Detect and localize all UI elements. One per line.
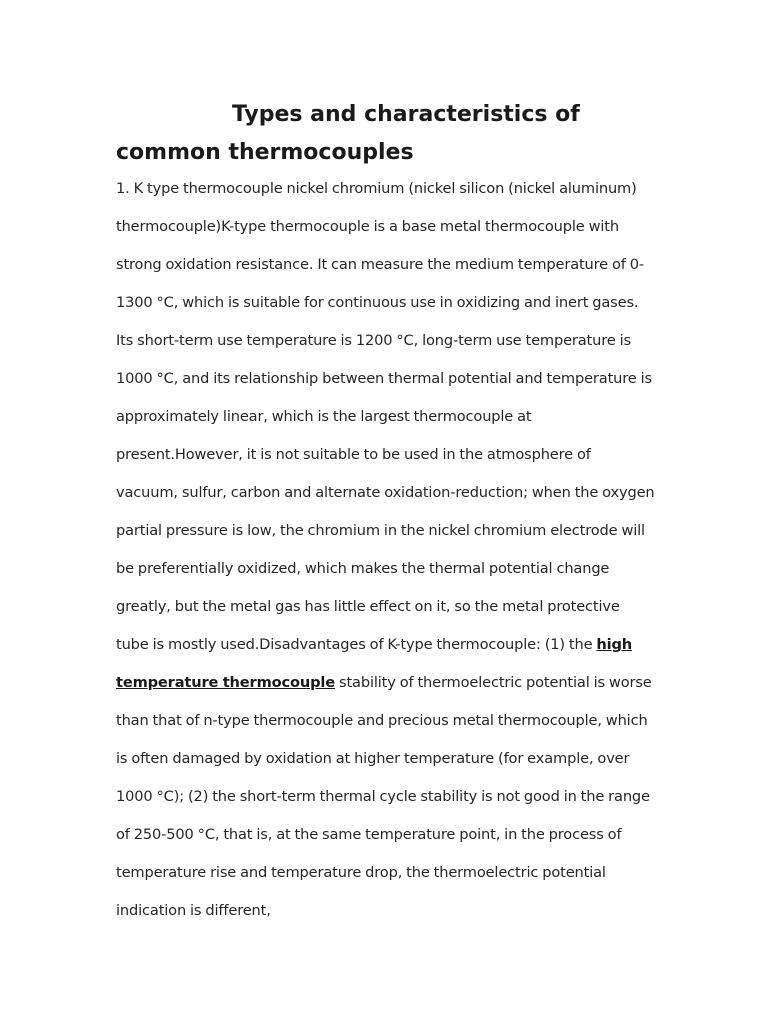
paragraph-text-before-link: 1. K type thermocouple nickel chromium (nickel silicon (nickel aluminum) thermocouple)K-type thermocouple is a base metal thermocouple with strong oxidation resistance. It can measure the medium temperature of 0-1300 °C, which is suitable for continuous use in oxidizing and inert gases. Its short-term use temperature is 1200 °C, long-term use temperature is 1000 °C, and its relationship between thermal potential and temperature is approximately linear, which is the largest thermocouple at present.However, it is not suitable to be used in the atmosphere of vacuum, sulfur, carbon and alternate oxidation-reduction; when the oxygen partial pressure is low, the chromium in the nickel chromium electrode will be preferentially oxidized, which makes the thermal potential change greatly, but the metal gas has little effect on it, so the metal protective tube is mostly used.Disadvantages of K-type thermocouple: (1) the xyxy=(116,180,655,653)
body-paragraph xyxy=(116,170,656,930)
high-temperature-thermocouple-link[interactable]: high temperature thermocouple xyxy=(116,636,633,691)
paragraph-text-after-link: stability of thermoelectric potential is worse than that of n-type thermocouple and precious metal thermocouple, which is often damaged by oxidation at higher temperature (for example, over 1000 °C); (2) the short-term thermal cycle stability is not good in the range of 250-500 °C, that is, at the same temperature point, in the process of temperature rise and temperature drop, the thermoelectric potential indication is different, xyxy=(116,674,652,919)
document-title: Types and characteristics of common thermocouples xyxy=(116,102,580,165)
